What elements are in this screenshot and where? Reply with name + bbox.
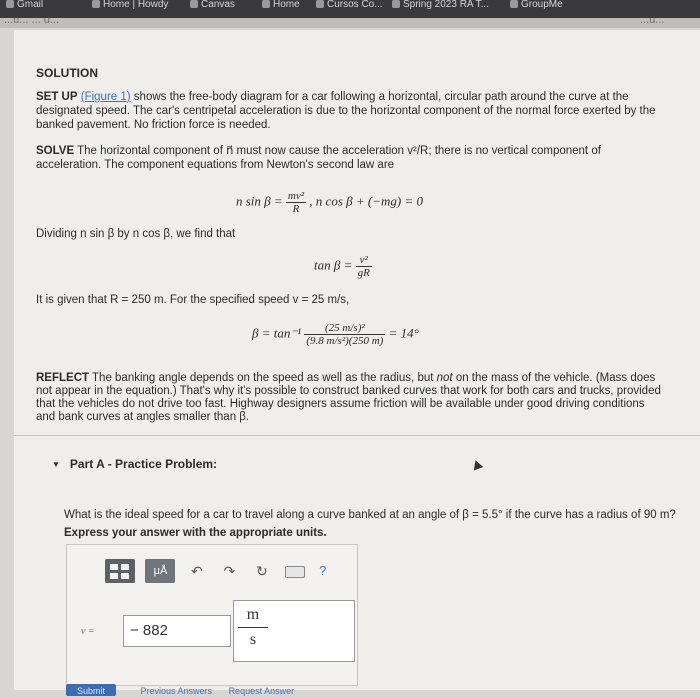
tab-canvas[interactable] bbox=[190, 0, 235, 12]
variable-label: v = bbox=[81, 626, 95, 637]
tab-label: Home | Howdy bbox=[103, 0, 169, 10]
reflect-emphasis: not bbox=[436, 372, 453, 384]
redo-icon[interactable]: ↷ bbox=[223, 563, 236, 579]
reset-icon[interactable]: ↻ bbox=[255, 563, 268, 579]
tab-label: GroupMe bbox=[521, 0, 563, 10]
setup-paragraph bbox=[36, 90, 666, 132]
tab-home[interactable] bbox=[262, 0, 300, 12]
eq1-num: mv² bbox=[287, 190, 305, 202]
unit-fraction bbox=[238, 603, 268, 652]
solution-section bbox=[36, 66, 666, 172]
eq1-den: R bbox=[292, 203, 300, 215]
undo-icon[interactable]: ↶ bbox=[191, 563, 203, 579]
equation-3 bbox=[252, 322, 419, 347]
browser-tab-bar bbox=[0, 0, 700, 18]
math-toolbar bbox=[105, 559, 336, 585]
spring-icon bbox=[392, 0, 400, 8]
eq2-left: tan β = bbox=[314, 257, 353, 273]
question-instruction: Express your answer with the appropriate units. bbox=[64, 527, 327, 539]
unit-numerator: m bbox=[238, 603, 268, 628]
groupme-icon bbox=[510, 0, 518, 8]
part-a-title: Part A - Practice Problem: bbox=[69, 457, 218, 471]
divide-text: Dividing n sin β by n cos β, we find that bbox=[36, 228, 236, 240]
setup-label: SET UP bbox=[36, 91, 78, 103]
tab-gmail[interactable] bbox=[6, 0, 43, 12]
reflect-label: REFLECT bbox=[36, 372, 90, 384]
tab-spring[interactable] bbox=[392, 0, 489, 12]
unit-denominator: s bbox=[249, 631, 257, 648]
answer-value-input[interactable]: − 882 bbox=[123, 615, 231, 647]
eq3-left: β = tan⁻¹ bbox=[252, 325, 302, 341]
divider bbox=[14, 435, 700, 436]
ghost-text-left: ...u... ... u... bbox=[4, 18, 60, 26]
tab-label: Gmail bbox=[17, 0, 44, 10]
figure-link[interactable]: (Figure 1) bbox=[80, 91, 131, 103]
tab-label: Canvas bbox=[201, 0, 235, 10]
reflect-paragraph bbox=[36, 372, 664, 424]
eq1-fraction bbox=[286, 190, 306, 215]
reflect-text-1: The banking angle depends on the speed as well as the radius, but bbox=[89, 372, 437, 384]
question-prompt: What is the ideal speed for a car to travel along a curve banked at an angle of β = 5.5° if the curve has a radius of 90 m? bbox=[64, 509, 676, 521]
eq3-right: = 14° bbox=[388, 325, 419, 341]
eq2-den: gR bbox=[357, 267, 370, 279]
given-text: It is given that R = 250 m. For the specified speed v = 25 m/s, bbox=[36, 294, 350, 306]
eq2-num: v² bbox=[356, 254, 372, 267]
home-icon bbox=[262, 0, 270, 8]
templates-icon[interactable] bbox=[105, 559, 135, 583]
reflect-text-2: on the mass of the vehicle. (Mass does not appear in the equation.) That's why it's possible to construct banked curves that work for both cars and trucks, provided that the vehicles do not drive too fast. Highway designers assume friction will be available under good driving conditions and bank curves at angles smaller than β. bbox=[36, 372, 661, 423]
equation-1 bbox=[236, 190, 423, 215]
units-button[interactable]: μÅ bbox=[145, 559, 175, 583]
previous-answers-link[interactable]: Previous Answers bbox=[140, 686, 213, 696]
footer-buttons bbox=[66, 684, 308, 696]
eq3-den: (9.8 m/s²)(250 m) bbox=[306, 335, 384, 347]
equation-2 bbox=[314, 254, 372, 279]
page-subheader bbox=[0, 18, 700, 28]
tab-groupme[interactable] bbox=[510, 0, 563, 12]
tab-cursos[interactable] bbox=[316, 0, 383, 12]
solve-text: The horizontal component of n⃗ must now cause the acceleration v²/R; there is no vertical component of acceleration. The component equations from Newton's second law are bbox=[36, 145, 601, 171]
tab-label: Cursos Co... bbox=[327, 0, 383, 10]
chevron-down-icon[interactable]: ▼ bbox=[52, 460, 60, 469]
eq3-fraction bbox=[304, 322, 385, 347]
answer-widget bbox=[66, 544, 358, 686]
eq1-left: n sin β = bbox=[236, 193, 283, 209]
eq1-right: , n cos β + (−mg) = 0 bbox=[309, 193, 423, 209]
solve-paragraph bbox=[36, 144, 666, 172]
part-a-header[interactable] bbox=[52, 457, 217, 471]
solution-heading: SOLUTION bbox=[36, 66, 98, 80]
howdy-icon bbox=[92, 0, 100, 8]
gmail-icon bbox=[6, 0, 14, 8]
solve-label: SOLVE bbox=[36, 145, 75, 157]
help-button[interactable]: ? bbox=[319, 563, 327, 578]
cursos-icon bbox=[316, 0, 324, 8]
problem-page bbox=[14, 30, 700, 690]
answer-units-input[interactable] bbox=[233, 600, 355, 662]
tab-label: Home bbox=[273, 0, 300, 10]
question-text bbox=[64, 508, 684, 540]
tab-label: Spring 2023 RA T... bbox=[403, 0, 489, 10]
tab-howdy[interactable] bbox=[92, 0, 168, 12]
submit-button[interactable]: Submit bbox=[66, 684, 116, 696]
ghost-text-right: ...u... bbox=[640, 18, 665, 26]
eq3-num: (25 m/s)² bbox=[304, 322, 385, 335]
request-answer-link[interactable]: Request Answer bbox=[228, 686, 295, 696]
canvas-icon bbox=[190, 0, 198, 8]
mouse-cursor-icon bbox=[471, 459, 483, 471]
setup-text: shows the free-body diagram for a car following a horizontal, circular path around the curve at the designated speed. The car's centripetal acceleration is due to the horizontal component of the normal force exerted by the banked pavement. No friction force is needed. bbox=[36, 91, 656, 131]
eq2-fraction bbox=[356, 254, 372, 279]
keyboard-icon[interactable] bbox=[283, 559, 305, 583]
